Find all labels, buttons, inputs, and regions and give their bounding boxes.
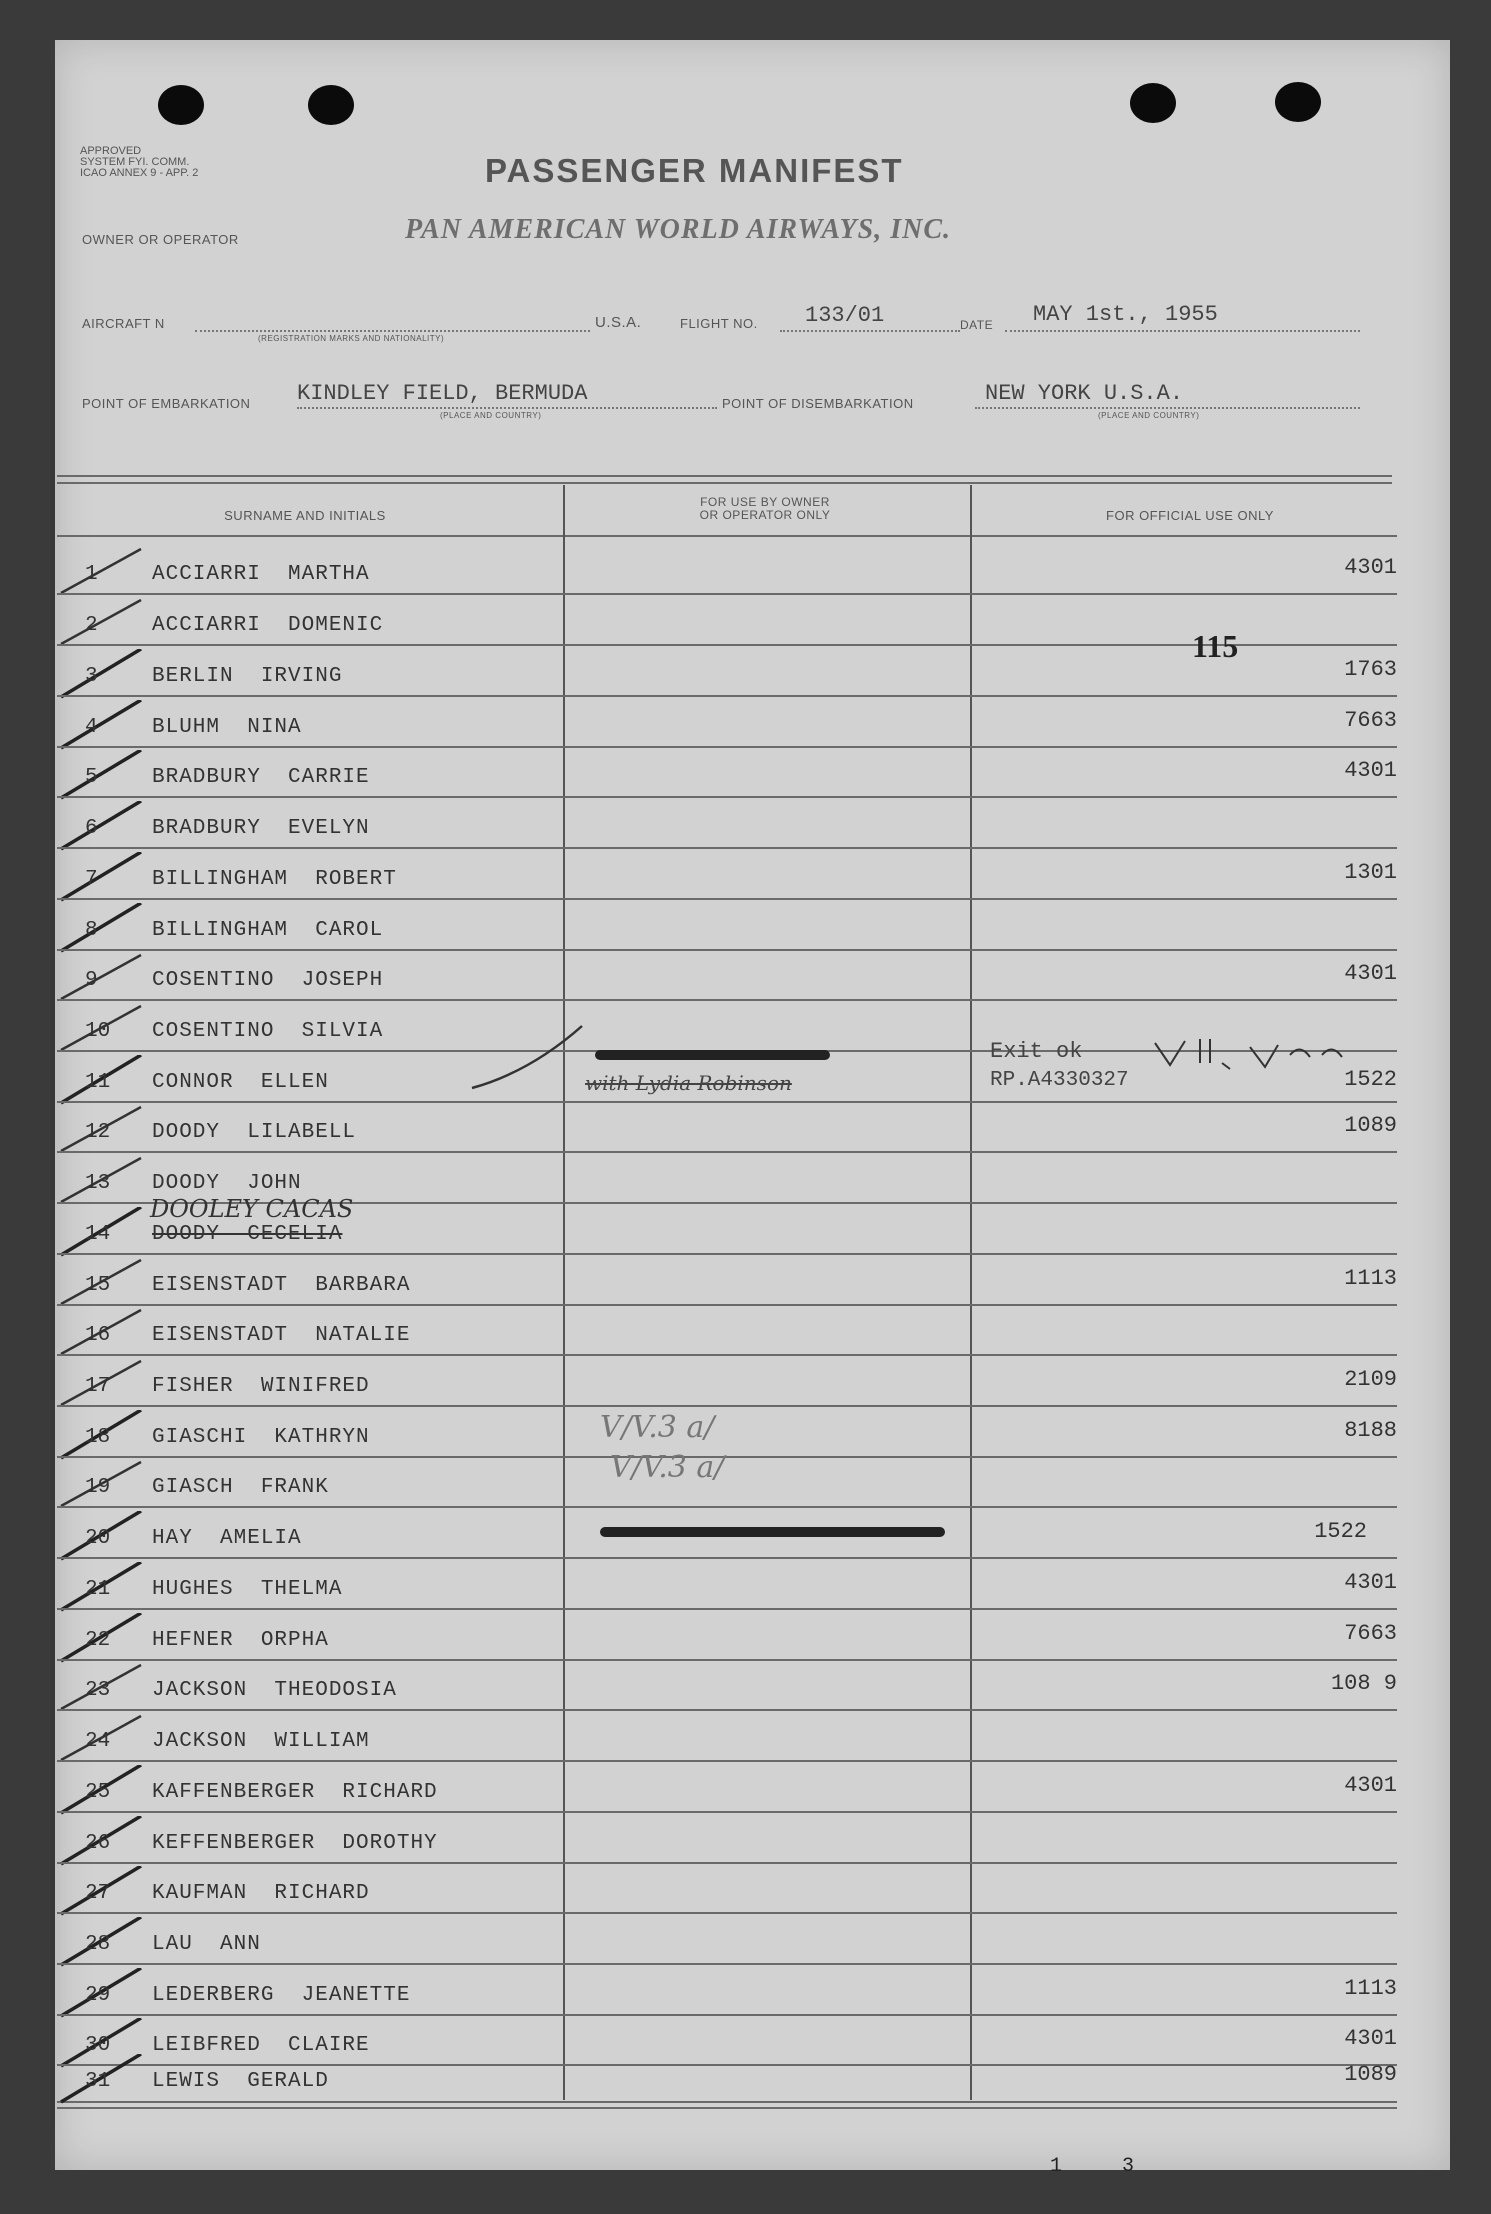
date-label: DATE [960, 318, 994, 332]
punch-hole [158, 85, 204, 125]
row-rule [57, 847, 1397, 849]
passenger-name: BRADBURY EVELYN [152, 817, 370, 840]
row-rule [57, 1760, 1397, 1762]
row-rule [57, 1151, 1397, 1153]
table-row [57, 1560, 1397, 1610]
row-number: 13 [85, 1172, 111, 1195]
row-number: 22 [85, 1629, 111, 1652]
check-mark [57, 598, 147, 648]
row-number: 27 [85, 1882, 111, 1905]
passenger-name: JACKSON WILLIAM [152, 1730, 370, 1753]
exit-ok-initials [1150, 1033, 1360, 1081]
passenger-name: BERLIN IRVING [152, 665, 343, 688]
official-code: 4301 [1344, 2026, 1397, 2051]
row-number: 29 [85, 1984, 111, 2007]
official-code: 2109 [1344, 1367, 1397, 1392]
check-mark [57, 750, 147, 800]
row-rule [57, 1405, 1397, 1407]
owner-value: PAN AMERICAN WORLD AIRWAYS, INC. [405, 214, 952, 245]
aircraft-label: AIRCRAFT N [82, 316, 165, 331]
aircraft-sub: (REGISTRATION MARKS AND NATIONALITY) [258, 334, 445, 343]
row-rule [57, 695, 1397, 697]
table-header-rule [57, 535, 1397, 537]
flight-value: 133/01 [805, 303, 885, 328]
disembark-sub: (PLACE AND COUNTRY) [1098, 411, 1200, 420]
redaction-bar [600, 1527, 945, 1537]
row-number: 10 [85, 1020, 111, 1043]
connor-pointer-line [470, 1022, 590, 1092]
row-number: 8 [85, 919, 98, 942]
approval-note [80, 146, 198, 179]
table-row [57, 1256, 1397, 1306]
table-row [57, 1611, 1397, 1661]
passenger-name: ACCIARRI DOMENIC [152, 614, 384, 637]
table-row [57, 2052, 1397, 2102]
table-top-rule [57, 482, 1392, 484]
approval-line: SYSTEM FYI. COMM. [80, 156, 190, 168]
passenger-name: LEDERBERG JEANETTE [152, 1984, 411, 2007]
row-rule [57, 1709, 1397, 1711]
official-code: 4301 [1344, 758, 1397, 783]
row-number: 6 [85, 817, 98, 840]
exit-ok-note: Exit ok [990, 1039, 1083, 1064]
row-number: 25 [85, 1781, 111, 1804]
passenger-name: HAY AMELIA [152, 1527, 302, 1550]
date-line [1005, 330, 1360, 332]
row-rule [57, 1811, 1397, 1813]
table-row [57, 1763, 1397, 1813]
passenger-name: GIASCH FRANK [152, 1476, 329, 1499]
row-number: 9 [85, 969, 98, 992]
punch-hole [1130, 83, 1176, 123]
table-row [57, 1357, 1397, 1407]
passenger-name: KEFFENBERGER DOROTHY [152, 1832, 438, 1855]
passenger-name: DOODY CECELIA [152, 1223, 343, 1246]
handwritten-initials-icon [1150, 1033, 1360, 1073]
owner-label: OWNER OR OPERATOR [82, 232, 239, 247]
passenger-name: JACKSON THEODOSIA [152, 1679, 397, 1702]
check-mark [57, 801, 147, 851]
passenger-name: EISENSTADT BARBARA [152, 1274, 411, 1297]
row-rule [57, 999, 1397, 1001]
punch-hole [308, 85, 354, 125]
embark-value: KINDLEY FIELD, BERMUDA [297, 381, 588, 406]
table-row [57, 799, 1397, 849]
row-number: 14 [85, 1223, 111, 1246]
row-number: 3 [85, 665, 98, 688]
passenger-name: BLUHM NINA [152, 716, 302, 739]
row-rule [57, 1253, 1397, 1255]
passenger-name: KAUFMAN RICHARD [152, 1882, 370, 1905]
official-code: 108 9 [1330, 1671, 1397, 1696]
official-code: 4301 [1344, 1570, 1397, 1595]
table-row [57, 1408, 1397, 1458]
passenger-name: COSENTINO SILVIA [152, 1020, 384, 1043]
row-number: 2 [85, 614, 98, 637]
table-row [57, 1306, 1397, 1356]
embark-label: POINT OF EMBARKATION [82, 396, 251, 411]
column-header-owner [590, 496, 940, 522]
row-number: 7 [85, 868, 98, 891]
usa-label: U.S.A. [595, 314, 642, 331]
passenger-name: COSENTINO JOSEPH [152, 969, 384, 992]
disembark-line [975, 407, 1360, 409]
official-code: 8188 [1344, 1418, 1397, 1443]
row-number: 16 [85, 1324, 111, 1347]
row-number: 26 [85, 1832, 111, 1855]
column-header-owner-line: FOR USE BY OWNER [700, 495, 830, 509]
official-code: 4301 [1344, 555, 1397, 580]
row-number: 5 [85, 766, 98, 789]
official-code: 1113 [1344, 1976, 1397, 2001]
passenger-name: ACCIARRI MARTHA [152, 563, 370, 586]
check-mark [57, 700, 147, 750]
passenger-name: DOODY LILABELL [152, 1121, 357, 1144]
row-rule [57, 593, 1397, 595]
stamp-number: 115 [1192, 628, 1239, 664]
page-title: PASSENGER MANIFEST [485, 152, 904, 189]
row-rule [57, 1963, 1397, 1965]
table-top-rule [57, 475, 1392, 477]
disembark-value: NEW YORK U.S.A. [985, 381, 1184, 406]
row-rule [57, 796, 1397, 798]
row-rule [57, 1506, 1397, 1508]
check-mark [57, 852, 147, 902]
passenger-name: LEIBFRED CLAIRE [152, 2034, 370, 2057]
official-code: 1763 [1344, 657, 1397, 682]
check-mark [57, 903, 147, 953]
official-code: 1113 [1344, 1266, 1397, 1291]
row-number: 21 [85, 1578, 111, 1601]
passenger-name: HEFNER ORPHA [152, 1629, 329, 1652]
aircraft-line [195, 330, 590, 332]
check-mark [57, 953, 147, 1003]
row-number: 11 [85, 1071, 111, 1094]
date-value: MAY 1st., 1955 [1033, 302, 1218, 327]
connor-owner-note: with Lydia Robinson [585, 1071, 792, 1095]
passenger-name: HUGHES THELMA [152, 1578, 343, 1601]
passenger-name: LAU ANN [152, 1933, 261, 1956]
column-header-official: FOR OFFICIAL USE ONLY [1106, 508, 1274, 523]
official-code: 4301 [1344, 1773, 1397, 1798]
footer-marks: 1 3 [1050, 2155, 1135, 2178]
table-row [57, 850, 1397, 900]
row-number: 4 [85, 716, 98, 739]
table-row [57, 1915, 1397, 1965]
embark-line [297, 407, 717, 409]
official-code: 1522 [1344, 1067, 1397, 1092]
row-number: 1 [85, 563, 98, 586]
table-row [57, 1103, 1397, 1153]
row-number: 15 [85, 1274, 111, 1297]
passenger-name: KAFFENBERGER RICHARD [152, 1781, 438, 1804]
approval-line: APPROVED [80, 145, 142, 157]
row-number: 19 [85, 1476, 111, 1499]
table-row [57, 1458, 1397, 1508]
table-row [57, 951, 1397, 1001]
official-code: 1089 [1344, 2062, 1397, 2087]
redaction-bar [595, 1050, 830, 1060]
rp-number: RP.A4330327 [990, 1069, 1129, 1092]
official-code: 1522 [1314, 1519, 1367, 1544]
official-code: 4301 [1344, 961, 1397, 986]
table-row [57, 1864, 1397, 1914]
doody-handwritten-note: DOOLEY CACAS [150, 1195, 354, 1223]
table-row [57, 901, 1397, 951]
table-row [57, 1661, 1397, 1711]
check-mark [57, 649, 147, 699]
row-rule [57, 1354, 1397, 1356]
row-number: 12 [85, 1121, 111, 1144]
column-header-name: SURNAME AND INITIALS [224, 508, 386, 523]
row-rule [57, 1912, 1397, 1914]
row-rule [57, 1557, 1397, 1559]
official-code: 1089 [1344, 1113, 1397, 1138]
check-mark [57, 547, 147, 597]
official-code: 7663 [1344, 1621, 1397, 1646]
official-code: 1301 [1344, 860, 1397, 885]
table-row [57, 1712, 1397, 1762]
row-number: 28 [85, 1933, 111, 1956]
giaschi-note: V/V.3 a/ [610, 1450, 725, 1485]
passenger-name: LEWIS GERALD [152, 2070, 329, 2093]
table-row [57, 698, 1397, 748]
disembark-label: POINT OF DISEMBARKATION [722, 396, 914, 411]
table-bottom-rule [57, 2107, 1397, 2109]
flight-line [780, 330, 960, 332]
passenger-name: CONNOR ELLEN [152, 1071, 329, 1094]
passenger-name: FISHER WINIFRED [152, 1375, 370, 1398]
row-number: 20 [85, 1527, 111, 1550]
table-row [57, 1814, 1397, 1864]
embark-sub: (PLACE AND COUNTRY) [440, 411, 542, 420]
table-row [57, 748, 1397, 798]
approval-line: ICAO ANNEX 9 - APP. 2 [80, 167, 199, 179]
passenger-name: GIASCHI KATHRYN [152, 1426, 370, 1449]
table-row [57, 1966, 1397, 2016]
row-number: 23 [85, 1679, 111, 1702]
passenger-name: BRADBURY CARRIE [152, 766, 370, 789]
giaschi-note: V/V.3 a/ [600, 1410, 715, 1445]
flight-label: FLIGHT NO. [680, 316, 758, 331]
row-rule [57, 1608, 1397, 1610]
passenger-name: DOODY JOHN [152, 1172, 302, 1195]
passenger-name: BILLINGHAM CAROL [152, 919, 384, 942]
passenger-name: EISENSTADT NATALIE [152, 1324, 411, 1347]
table-row [57, 545, 1397, 595]
column-header-owner-line: OR OPERATOR ONLY [699, 508, 831, 522]
row-number: 24 [85, 1730, 111, 1753]
row-number: 31 [85, 2070, 111, 2093]
row-number: 17 [85, 1375, 111, 1398]
row-number: 30 [85, 2034, 111, 2057]
official-code: 7663 [1344, 708, 1397, 733]
passenger-name: BILLINGHAM ROBERT [152, 868, 397, 891]
row-number: 18 [85, 1426, 111, 1449]
row-rule [57, 898, 1397, 900]
punch-hole [1275, 82, 1321, 122]
